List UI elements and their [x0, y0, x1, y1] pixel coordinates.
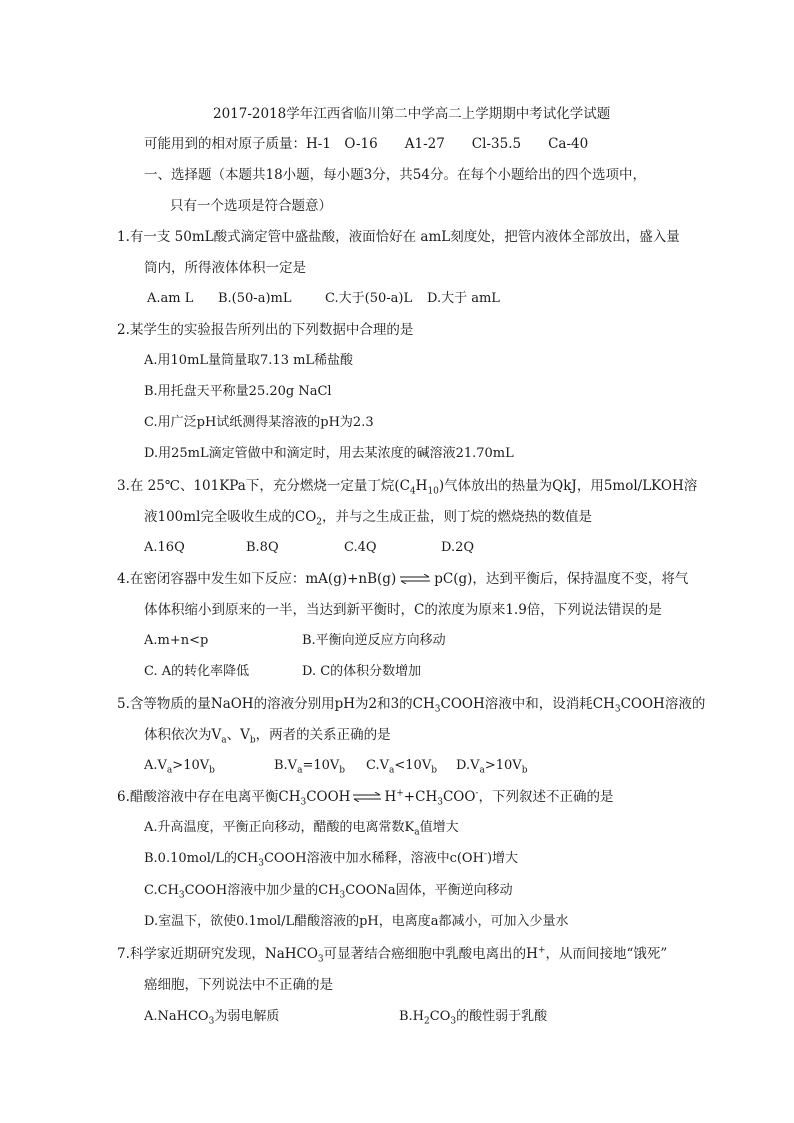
question-6-option-b: B.0.10mol/L的$CH_3COOH$溶液中加水稀释，溶液中c(OH-)增大 — [144, 849, 519, 869]
question-3-option-a: A.16Q — [144, 540, 185, 555]
question-1-option-b: B.(50-a)mL — [218, 291, 292, 306]
atomic-masses: 可能用到的相对原子质量：H-1 O-16 A1-27 Cl-35.5 Ca-40 — [144, 136, 589, 152]
question-7-stem-cont: 癌细胞，下列说法中不正确的是 — [144, 977, 333, 993]
question-4-option-d: D. C的体积分数增加 — [302, 664, 422, 679]
question-5-stem-cont: 体积依次为$V_a$、$V_b$，两者的关系正确的是 — [144, 727, 391, 746]
question-4-option-b: B.平衡向逆反应方向移动 — [302, 633, 446, 648]
question-3-option-b: B.8Q — [246, 540, 279, 555]
question-7-stem: 7.科学家近期研究发现，NaHCO$_3$可显著结合癌细胞中乳酸电离出的H+，从而间接地“饿死” — [117, 945, 668, 965]
question-5-option-a: $A.V_a>10V_b$ — [144, 758, 215, 776]
question-1-stem: 1.有一支 50mL酸式滴定管中盛盐酸，液面恰好在 amL刻度处，把管内液体全部放出，盛入量 — [117, 229, 680, 245]
question-7-option-a: A.NaHCO$_3$为弱电解质 — [144, 1009, 280, 1027]
question-3-stem: 3.在 25℃、101KPa下，充分燃烧一定量丁烷$(C_4H_{10})$气体放出的热量为QkJ，用5mol/LKOH溶 — [117, 478, 698, 497]
question-5-stem: 5.含等物质的量NaOH的溶液分别用pH为2和3的$CH_3COOH$溶液中和，设消耗$CH_3COOH$溶液的 — [117, 696, 706, 715]
question-2-option-b: B.用托盘天平称量25.20g NaCl — [144, 384, 332, 399]
question-4-stem: 4.在密闭容器中发生如下反应：mA(g)+nB(g) pC(g)，达到平衡后，保持温度不变，将气 — [117, 571, 689, 587]
question-2-option-c: C.用广泛pH试纸测得某溶液的pH为2.3 — [144, 415, 374, 430]
question-4-stem-cont: 体体积缩小到原来的一半，当达到新平衡时，C的浓度为原来1.9倍，下列说法错误的是 — [144, 602, 662, 618]
question-1-option-d: D.大于 amL — [427, 291, 500, 306]
question-3-stem-cont: 液100ml完全吸收生成的$CO_2$，并与之生成正盐，则丁烷的燃烧热的数值是 — [144, 509, 593, 528]
question-6-option-a: A.升高温度，平衡正向移动，醋酸的电离常数$K_a$值增大 — [144, 820, 459, 838]
question-3-option-d: D.2Q — [441, 540, 475, 555]
question-4-option-a: A.m+n<p — [144, 633, 209, 648]
question-4-option-c: C. A的转化率降低 — [144, 664, 250, 679]
question-5-option-b: $B.V_a=10V_b$ — [274, 758, 346, 776]
question-6-option-c: $C.CH_3COOH$溶液中加少量的$CH_3COONa$固体，平衡逆向移动 — [144, 883, 513, 901]
question-5-option-d: $D.V_a>10V_b$ — [456, 758, 528, 776]
question-5-option-c: $C.V_a<10V_b$ — [366, 758, 437, 776]
question-2-stem: 2.某学生的实验报告所列出的下列数据中合理的是 — [117, 322, 414, 338]
question-6-option-d: D.室温下，欲使0.1mol/L醋酸溶液的pH，电离度a都减小，可加入少量水 — [144, 914, 569, 929]
question-1-option-a: A.am L — [147, 291, 194, 306]
exam-title: 2017-2018学年江西省临川第二中学高二上学期期中考试化学试题 — [213, 106, 611, 122]
question-6-stem: 6.醋酸溶液中存在电离平衡$CH_3COOH$ $H^++CH_3COO^-$，下列叙述不正确的是 — [117, 788, 614, 808]
section-instruction-line1: 一、选择题（本题共18小题，每小题3分，共54分。在每个小题给出的四个选项中， — [144, 167, 646, 183]
question-2-option-a: A.用10mL量筒量取7.13 mL稀盐酸 — [144, 353, 354, 368]
question-7-option-b: $B.H_2CO_3$的酸性弱于乳酸 — [399, 1009, 548, 1027]
question-2-option-d: D.用25mL滴定管做中和滴定时，用去某浓度的碱溶液21.70mL — [144, 446, 514, 461]
equilibrium-arrow-icon — [400, 571, 430, 589]
equilibrium-arrow-icon — [353, 789, 381, 807]
question-3-option-c: C.4Q — [344, 540, 377, 555]
question-1-stem-cont: 筒内，所得液体体积一定是 — [144, 260, 306, 276]
section-instruction-line2: 只有一个选项是符合题意） — [170, 198, 332, 214]
question-1-option-c: C.大于(50-a)L — [325, 291, 413, 306]
